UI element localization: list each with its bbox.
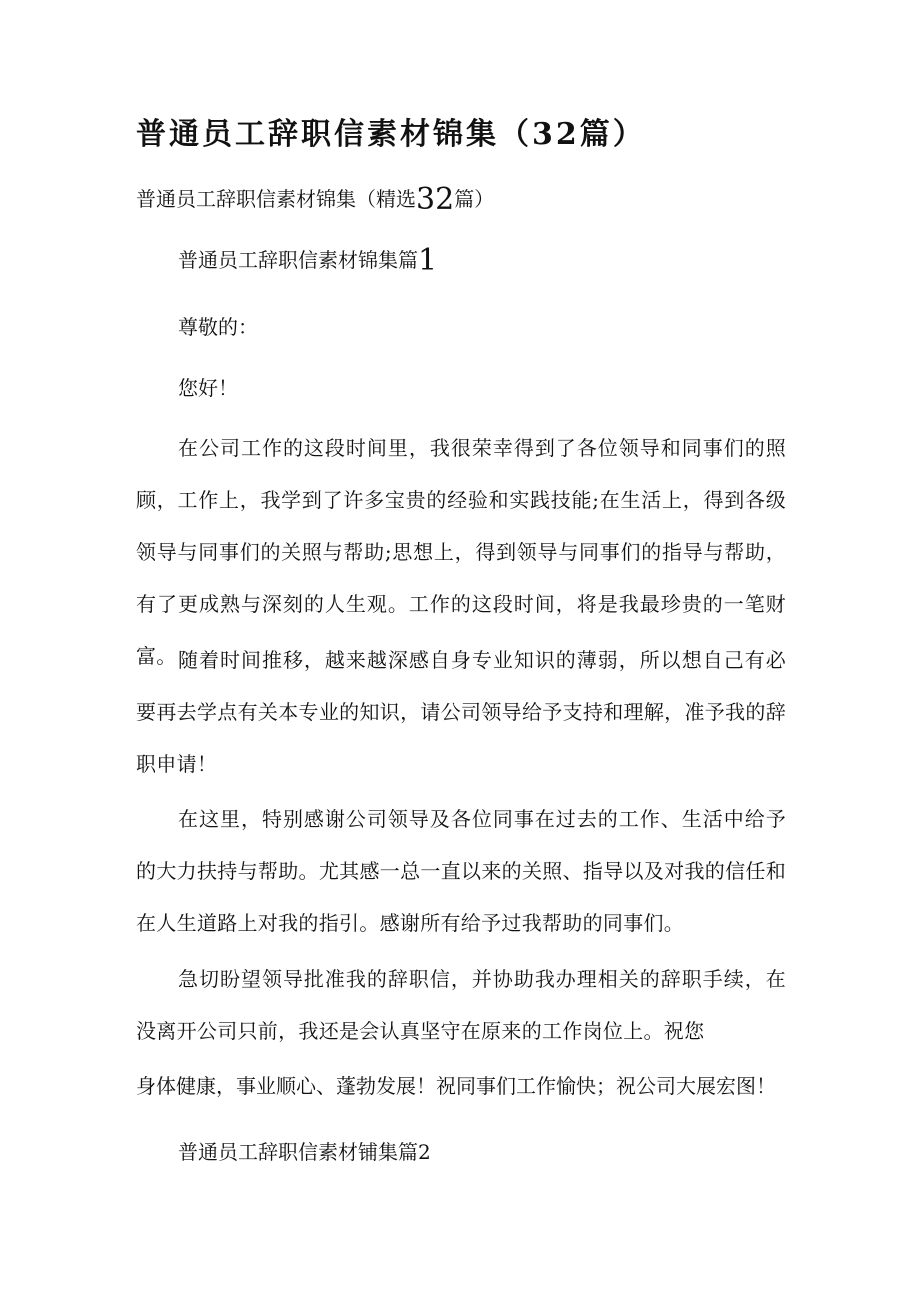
salutation: 尊敬的： bbox=[178, 315, 258, 339]
section-heading-2: 普通员工辞职信素材铺集篇2 bbox=[178, 1140, 431, 1164]
paragraph-4: 急切盼望领导批准我的辞职信，并协助我办理相关的辞职手续，在没离开公司只前，我还是会认真坚守在原来的工作岗位上。祝您 bbox=[136, 967, 786, 1043]
section-heading-1-label: 普通员工辞职信素材锦集篇 bbox=[178, 248, 418, 272]
subtitle-number: 32 bbox=[416, 182, 455, 217]
paragraph-3: 在这里，特别感谢公司领导及各位同事在过去的工作、生活中给予的大力扶持与帮助。尤其感一总一直以来的关照、指导以及对我的信任和在人生道路上对我的指引。感谢所有给予过我帮助的同事们。 bbox=[136, 807, 786, 935]
document-subtitle bbox=[136, 183, 494, 216]
closing-wishes: 身体健康，事业顺心、蓬勃发展！祝同事们工作愉快；祝公司大展宏图！ bbox=[136, 1074, 776, 1098]
paragraph-1: 在公司工作的这段时间里，我很荣幸得到了各位领导和同事们的照顾，工作上，我学到了许多宝贵的经验和实践技能;在生活上，得到各级领导与同事们的关照与帮助;思想上，得到领导与同事们的指导与帮助，有了更成熟与深刻的人生观。工作的这段时间，将是我最珍贵的一笔财富。 bbox=[136, 436, 786, 668]
section-heading-1-number: 1 bbox=[418, 243, 438, 278]
section-heading-1 bbox=[178, 244, 437, 277]
document-title: 普通员工辞职信素材锦集（32篇） bbox=[136, 117, 646, 152]
greeting: 您好！ bbox=[178, 376, 238, 400]
subtitle-suffix: 篇） bbox=[454, 187, 495, 211]
subtitle-text: 普通员工辞职信素材锦集（精选 bbox=[136, 187, 416, 211]
paragraph-2: 随着时间推移，越来越深感自身专业知识的薄弱，所以想自己有必要再去学点有关本专业的知识，请公司领导给予支持和理解，准予我的辞职申请！ bbox=[136, 648, 786, 776]
